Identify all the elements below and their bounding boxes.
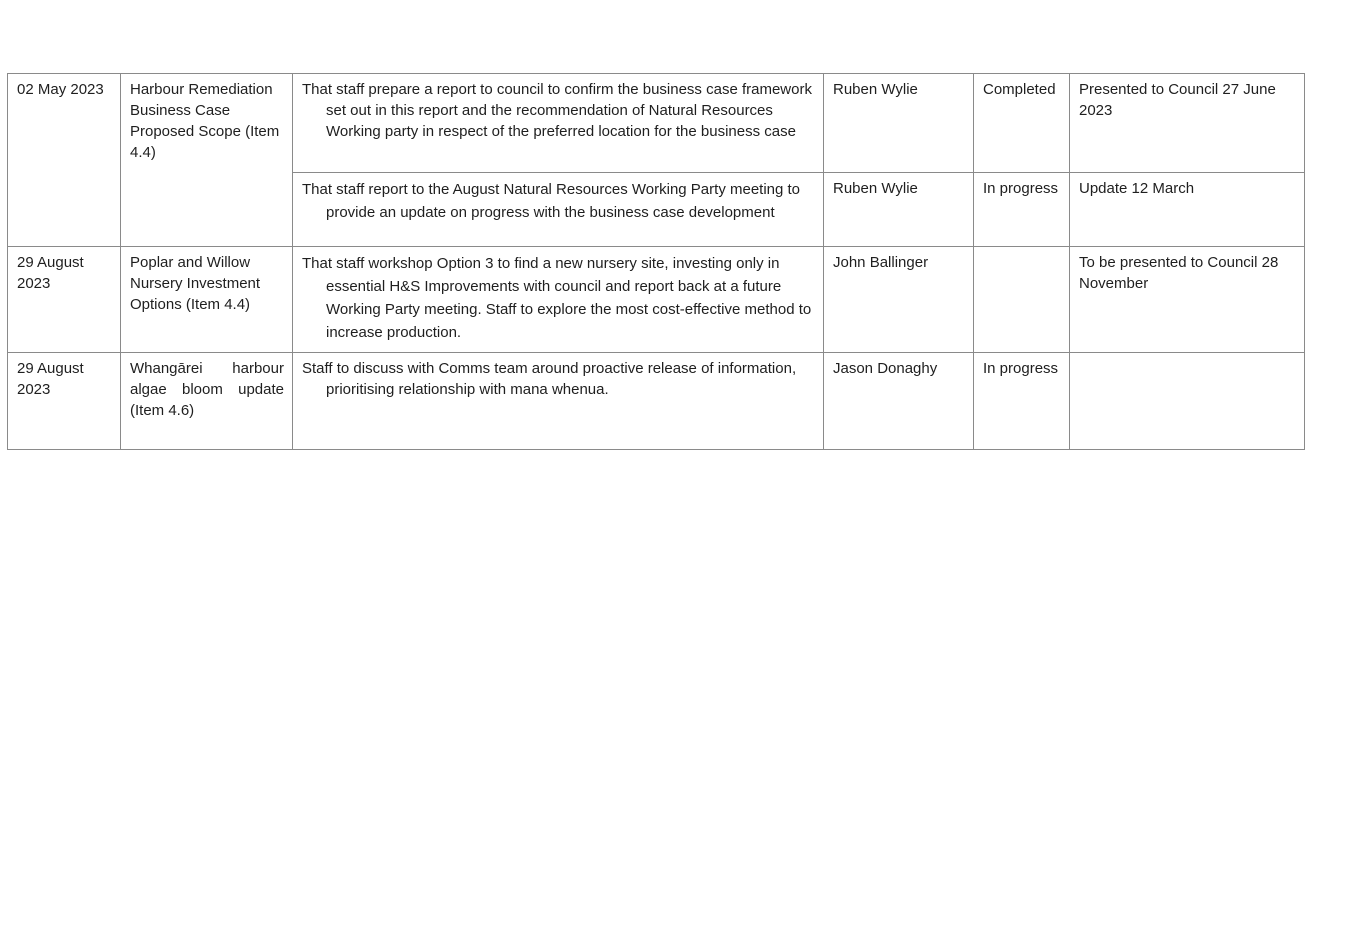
action-cell	[293, 74, 824, 173]
table-row	[8, 74, 1305, 173]
meeting-date-cell: 02 May 2023	[8, 74, 121, 247]
action-text: Staff to discuss with Comms team around proactive release of information, prioritising relationship with mana whenua.	[302, 360, 797, 398]
table-row	[8, 247, 1305, 353]
action-text: That staff prepare a report to council to confirm the business case framework set out in this report and the recommendation of Natural Resources Working party in respect of the preferred location for the business case	[302, 81, 812, 140]
owner-cell: Jason Donaghy	[824, 353, 974, 450]
comment-cell: Presented to Council 27 June 2023	[1070, 74, 1305, 173]
comment-cell: To be presented to Council 28 November	[1070, 247, 1305, 353]
action-text: That staff report to the August Natural Resources Working Party meeting to provide an update on progress with the business case development	[302, 181, 801, 221]
owner-cell: Ruben Wylie	[824, 173, 974, 247]
owner-cell: John Ballinger	[824, 247, 974, 353]
action-cell	[293, 173, 824, 247]
meeting-date-cell: 29 August 2023	[8, 247, 121, 353]
status-cell: Completed	[974, 74, 1070, 173]
agenda-item-cell: Poplar and Willow Nursery Investment Options (Item 4.4)	[121, 247, 293, 353]
status-cell	[974, 247, 1070, 353]
action-cell	[293, 353, 824, 450]
owner-cell: Ruben Wylie	[824, 74, 974, 173]
status-cell: In progress	[974, 173, 1070, 247]
agenda-item-cell: Whangārei harbour algae bloom update (Item 4.6)	[121, 353, 293, 450]
agenda-item-cell: Harbour Remediation Business Case Proposed Scope (Item 4.4)	[121, 74, 293, 247]
table-row	[8, 353, 1305, 450]
comment-cell: Update 12 March	[1070, 173, 1305, 247]
action-tracker-table	[7, 73, 1305, 450]
action-cell	[293, 247, 824, 353]
status-cell: In progress	[974, 353, 1070, 450]
action-tracker-page	[7, 73, 1304, 450]
action-text: That staff workshop Option 3 to find a new nursery site, investing only in essential H&S Improvements with council and report back at a future Working Party meeting. Staff to explore the most cost-effective method to increase production.	[302, 255, 812, 341]
comment-cell	[1070, 353, 1305, 450]
meeting-date-cell: 29 August 2023	[8, 353, 121, 450]
